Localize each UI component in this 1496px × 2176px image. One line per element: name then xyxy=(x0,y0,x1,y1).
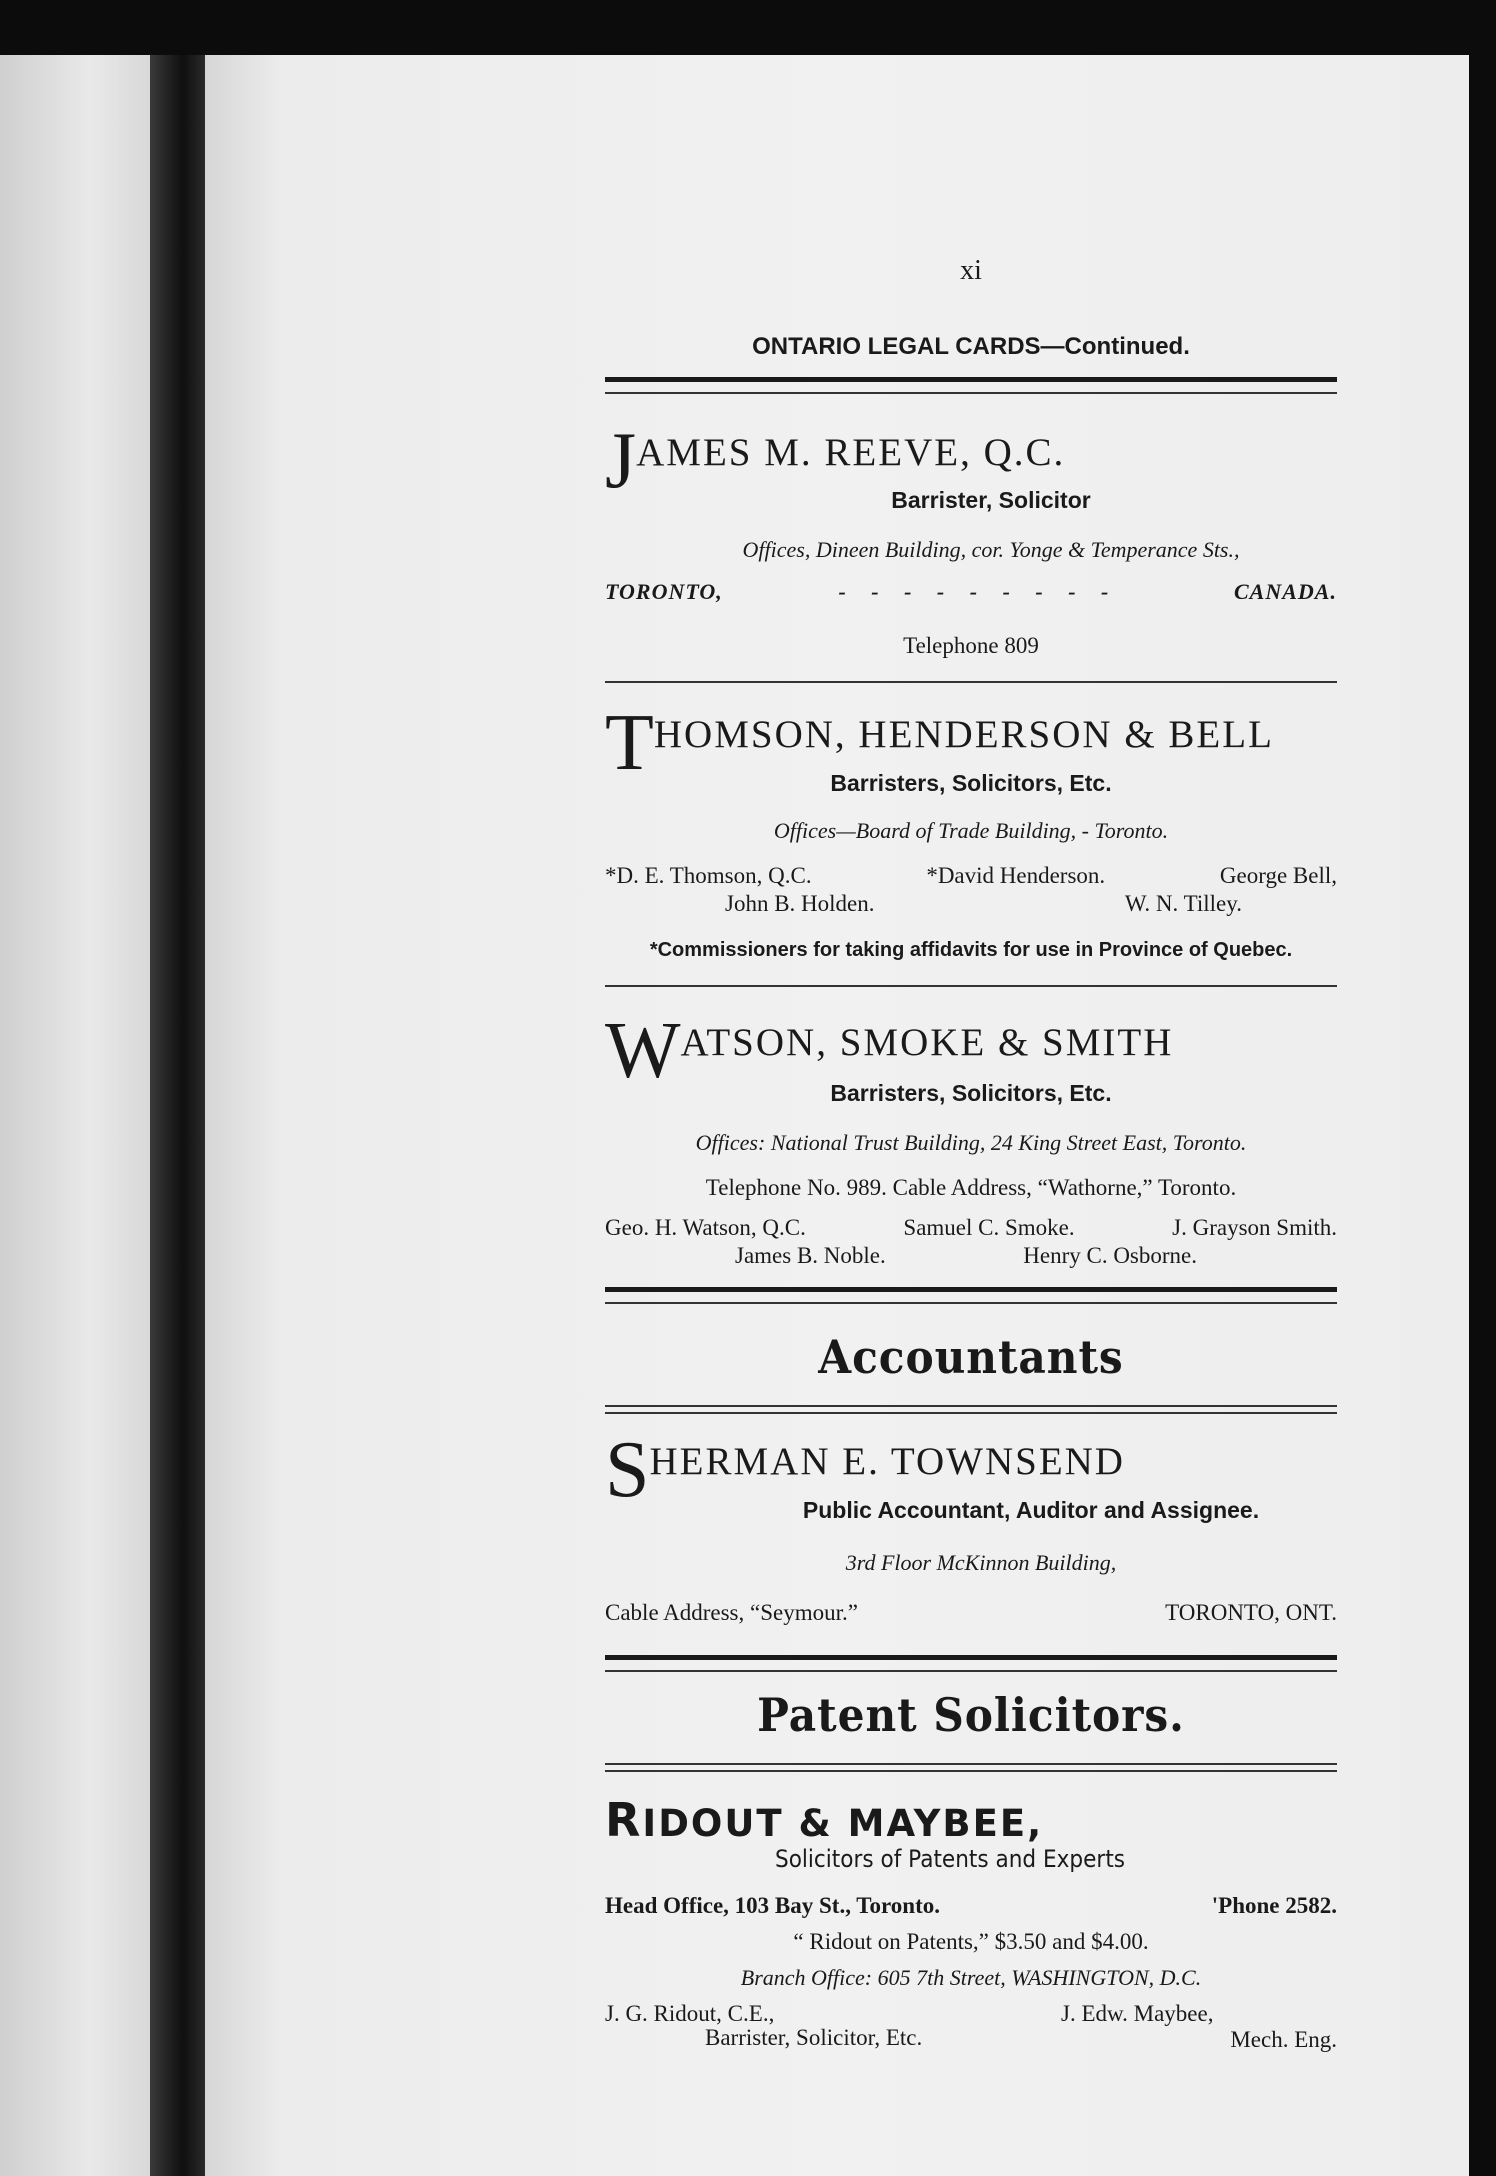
section-rule xyxy=(605,1763,1337,1772)
ridout-partner2-name: J. Edw. Maybee, xyxy=(1061,2001,1214,2026)
ridout-head-office: Head Office, 103 Bay St., Toronto. xyxy=(605,1893,941,1918)
townsend-contact-row xyxy=(605,1600,1337,1626)
thomson-name-text: HOMSON, HENDERSON & BELL xyxy=(653,713,1274,756)
thomson-offices: Offices—Board of Trade Building, - Toronto. xyxy=(773,818,1169,843)
section-heading-patent: Patent Solicitors. xyxy=(757,1688,1185,1742)
watson-initial: W xyxy=(605,1007,683,1095)
ridout-name-text: IDOUT & MAYBEE, xyxy=(642,1802,1044,1845)
thomson-partners-row2 xyxy=(725,891,1242,917)
reeve-role: Barrister, Solicitor xyxy=(891,487,1091,513)
ridout-branch: Branch Office: 605 7th Street, WASHINGTON, D.C. xyxy=(740,1965,1202,1990)
townsend-initial: S xyxy=(605,1426,652,1514)
adjacent-page-edge xyxy=(0,55,150,2176)
townsend-address: 3rd Floor McKinnon Building, xyxy=(845,1550,1117,1575)
watson-partners-row1 xyxy=(605,1215,1337,1241)
reeve-city: TORONTO, xyxy=(605,579,723,604)
partner-name: W. N. Tilley. xyxy=(1124,891,1242,916)
ridout-name xyxy=(605,1793,1337,1847)
book-gutter xyxy=(150,55,205,2176)
divider xyxy=(605,681,1337,683)
ridout-head-office-row xyxy=(605,1893,1337,1919)
partner-name: George Bell, xyxy=(1219,863,1337,888)
partner-name: Geo. H. Watson, Q.C. xyxy=(605,1215,806,1240)
partner-name: Samuel C. Smoke. xyxy=(903,1215,1075,1240)
ridout-phone: 'Phone 2582. xyxy=(1211,1893,1337,1918)
partner-name: *D. E. Thomson, Q.C. xyxy=(605,863,812,888)
thomson-partners-row1 xyxy=(605,863,1337,889)
townsend-cable: Cable Address, “Seymour.” xyxy=(605,1600,858,1625)
divider xyxy=(605,985,1337,987)
watson-name-text: ATSON, SMOKE & SMITH xyxy=(680,1021,1174,1064)
ridout-partner1-title: Barrister, Solicitor, Etc. xyxy=(705,2025,923,2050)
reeve-telephone: Telephone 809 xyxy=(903,633,1039,658)
reeve-name-text: AMES M. REEVE, Q.C. xyxy=(636,431,1066,474)
partner-name: *David Henderson. xyxy=(926,863,1106,888)
watson-contact: Telephone No. 989. Cable Address, “Wathorne,” Toronto. xyxy=(705,1175,1237,1200)
document-page xyxy=(205,55,1469,2176)
section-heading-accountants: Accountants xyxy=(818,1330,1124,1384)
watson-partners-row2 xyxy=(735,1243,1197,1269)
partner-name: James B. Noble. xyxy=(735,1243,886,1268)
reeve-initial: J xyxy=(605,417,639,505)
partner-name: Henry C. Osborne. xyxy=(1023,1243,1197,1268)
thomson-role: Barristers, Solicitors, Etc. xyxy=(830,770,1112,796)
townsend-role: Public Accountant, Auditor and Assignee. xyxy=(802,1497,1260,1523)
section-rule xyxy=(605,1287,1337,1304)
watson-role: Barristers, Solicitors, Etc. xyxy=(830,1080,1112,1106)
header-rule xyxy=(605,377,1337,394)
reeve-location-row xyxy=(605,579,1337,605)
page-number: xi xyxy=(960,255,982,286)
section-rule xyxy=(605,1655,1337,1672)
partner-name: John B. Holden. xyxy=(725,891,875,916)
townsend-name-text: HERMAN E. TOWNSEND xyxy=(649,1440,1125,1483)
ridout-initial: R xyxy=(605,1793,643,1847)
partner-name: J. Grayson Smith. xyxy=(1172,1215,1337,1240)
ridout-publication: “ Ridout on Patents,” $3.50 and $4.00. xyxy=(793,1929,1149,1954)
reeve-leader: - - - - - - - - - xyxy=(838,579,1119,604)
ridout-role: Solicitors of Patents and Experts xyxy=(775,1845,1126,1873)
ridout-partner2-title: Mech. Eng. xyxy=(1230,2027,1337,2052)
watson-offices: Offices: National Trust Building, 24 King Street East, Toronto. xyxy=(695,1130,1247,1155)
thomson-note: *Commissioners for taking affidavits for use in Province of Quebec. xyxy=(649,939,1293,961)
ridout-partner1-name: J. G. Ridout, C.E., xyxy=(605,2001,775,2026)
running-header: ONTARIO LEGAL CARDS—Continued. xyxy=(752,333,1190,360)
reeve-offices: Offices, Dineen Building, cor. Yonge & Temperance Sts., xyxy=(742,537,1240,562)
townsend-city: TORONTO, ONT. xyxy=(1165,1600,1337,1625)
reeve-country: CANADA. xyxy=(1234,579,1337,604)
section-rule xyxy=(605,1405,1337,1414)
thomson-initial: T xyxy=(605,699,656,787)
